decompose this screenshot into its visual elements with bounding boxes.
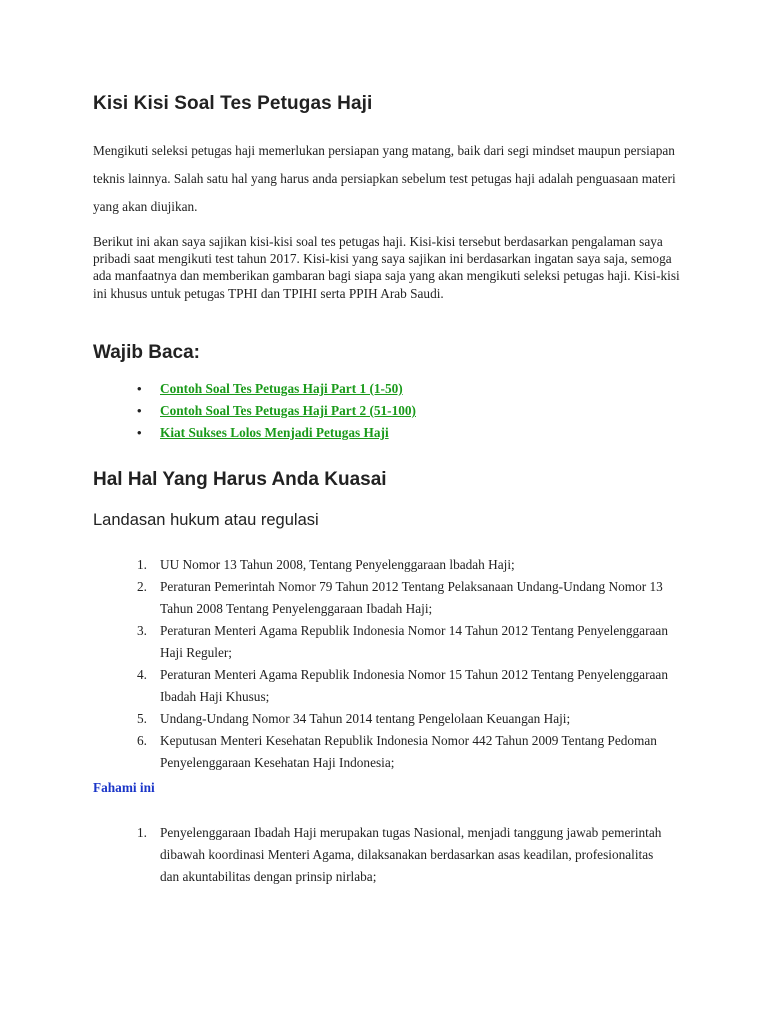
list-item — [93, 422, 416, 444]
list-item — [93, 822, 673, 888]
list-item — [93, 378, 416, 400]
list-item-text: Peraturan Pemerintah Nomor 79 Tahun 2012 Tentang Pelaksanaan Undang-Undang Nomor 13 Tahun 2008 Tentang Penyelenggaraan Ibadah Haji; — [160, 579, 663, 616]
list-number: 3. — [137, 623, 147, 638]
bullet-icon: • — [137, 425, 142, 440]
intro-paragraph: Mengikuti seleksi petugas haji memerlukan persiapan yang matang, baik dari segi mindset maupun persiapan teknis lainnya. Salah satu hal yang harus anda persiapkan sebelum test petugas haji adalah penguasaan materi yang akan diujikan. — [93, 143, 676, 214]
link-contoh-soal-part-1[interactable]: Contoh Soal Tes Petugas Haji Part 1 (1-50) — [160, 381, 403, 396]
list-item — [93, 400, 416, 422]
list-item-text: Keputusan Menteri Kesehatan Republik Indonesia Nomor 442 Tahun 2009 Tentang Pedoman Penyelenggaraan Kesehatan Haji Indonesia; — [160, 733, 657, 770]
list-number: 1. — [137, 825, 147, 840]
list-item-text: Undang-Undang Nomor 34 Tahun 2014 tentang Pengelolaan Keuangan Haji; — [160, 711, 571, 726]
list-item — [93, 708, 673, 730]
list-number: 1. — [137, 557, 147, 572]
list-item — [93, 730, 673, 774]
wajib-baca-heading: Wajib Baca: — [93, 342, 200, 363]
fahami-label: Fahami ini — [93, 780, 155, 795]
list-item — [93, 576, 673, 620]
link-kiat-sukses[interactable]: Kiat Sukses Lolos Menjadi Petugas Haji — [160, 425, 389, 440]
wajib-baca-list — [93, 378, 416, 444]
bullet-icon: • — [137, 381, 142, 396]
fahami-list — [93, 822, 673, 888]
list-item — [93, 664, 673, 708]
section-heading: Hal Hal Yang Harus Anda Kuasai — [93, 469, 387, 490]
list-item-text: Peraturan Menteri Agama Republik Indonesia Nomor 15 Tahun 2012 Tentang Penyelenggaraan Ibadah Haji Khusus; — [160, 667, 668, 704]
bullet-icon: • — [137, 403, 142, 418]
list-item-text: UU Nomor 13 Tahun 2008, Tentang Penyelenggaraan lbadah Haji; — [160, 557, 515, 572]
list-number: 4. — [137, 667, 147, 682]
link-contoh-soal-part-2[interactable]: Contoh Soal Tes Petugas Haji Part 2 (51-100) — [160, 403, 416, 418]
list-number: 5. — [137, 711, 147, 726]
subsection-heading: Landasan hukum atau regulasi — [93, 511, 319, 529]
body-paragraph: Berikut ini akan saya sajikan kisi-kisi soal tes petugas haji. Kisi-kisi tersebut berdasarkan pengalaman saya pribadi saat mengikuti test tahun 2017. Kisi-kisi yang saya sajikan ini berdasarkan ingatan saya saja, semoga ada manfaatnya dan memberikan gambaran bagi siapa saja yang akan mengikuti seleksi petugas haji. Kisi-kisi ini khusus untuk petugas TPHI dan TPIHI serta PPIH Arab Saudi. — [93, 234, 680, 301]
list-number: 2. — [137, 579, 147, 594]
list-item-text: Peraturan Menteri Agama Republik Indonesia Nomor 14 Tahun 2012 Tentang Penyelenggaraan Haji Reguler; — [160, 623, 668, 660]
list-item — [93, 620, 673, 664]
list-number: 6. — [137, 733, 147, 748]
list-item — [93, 554, 673, 576]
page-title: Kisi Kisi Soal Tes Petugas Haji — [93, 93, 373, 114]
regulation-list — [93, 554, 673, 774]
list-item-text: Penyelenggaraan Ibadah Haji merupakan tugas Nasional, menjadi tanggung jawab pemerintah dibawah koordinasi Menteri Agama, dilaksanakan berdasarkan asas keadilan, profesionalitas dan akuntabilitas dengan prinsip nirlaba; — [160, 825, 662, 884]
